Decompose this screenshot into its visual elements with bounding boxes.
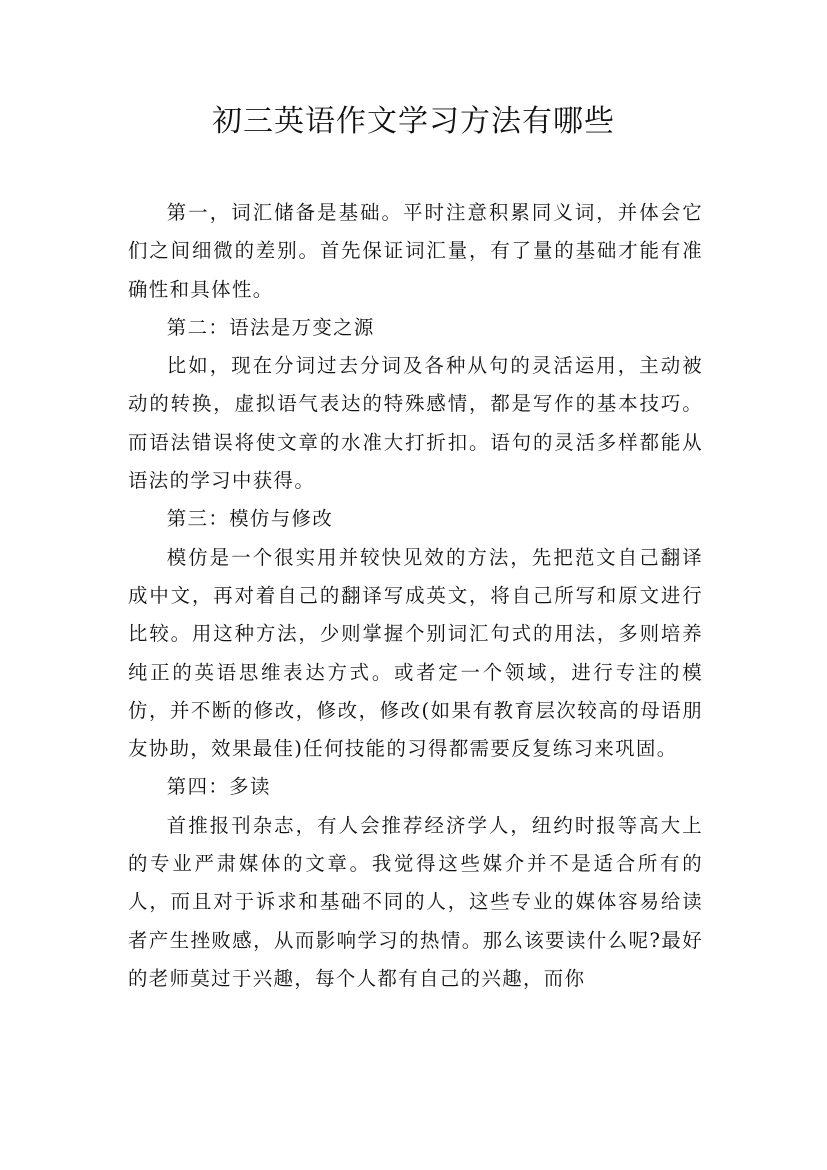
paragraph-reading: 首推报刊杂志，有人会推荐经济学人，纽约时报等高大上的专业严肃媒体的文章。我觉得这些媒介并不是适合所有的人，而且对于诉求和基础不同的人，这些专业的媒体容易给读者产生挫败感，从而影响学习的热情。那么该要读什么呢?最好的老师莫过于兴趣，每个人都有自己的兴趣，而你 (128, 813, 703, 990)
paragraph-grammar: 比如，现在分词过去分词及各种从句的灵活运用，主动被动的转换，虚拟语气表达的特殊感情，都是写作的基本技巧。而语法错误将使文章的水准大打折扣。语句的灵活多样都能从语法的学习中获得。 (128, 354, 703, 493)
heading-imitation: 第三：模仿与修改 (166, 507, 334, 531)
document-body (128, 194, 703, 998)
document-title: 初三英语作文学习方法有哪些 (212, 104, 615, 139)
paragraph-vocabulary: 第一，词汇储备是基础。平时注意积累同义词，并体会它们之间细微的差别。首先保证词汇量，有了量的基础才能有准确性和具体性。 (128, 201, 703, 301)
heading-reading: 第四：多读 (166, 775, 271, 799)
heading-grammar: 第二：语法是万变之源 (166, 315, 375, 339)
paragraph-imitation: 模仿是一个很实用并较快见效的方法，先把范文自己翻译成中文，再对着自己的翻译写成英文，将自己所写和原文进行比较。用这种方法，少则掌握个别词汇句式的用法，多则培养纯正的英语思维表达方式。或者定一个领域，进行专注的模仿，并不断的修改，修改，修改(如果有教育层次较高的母语朋友协助，效果最佳)任何技能的习得都需要反复练习来巩固。 (128, 545, 703, 761)
